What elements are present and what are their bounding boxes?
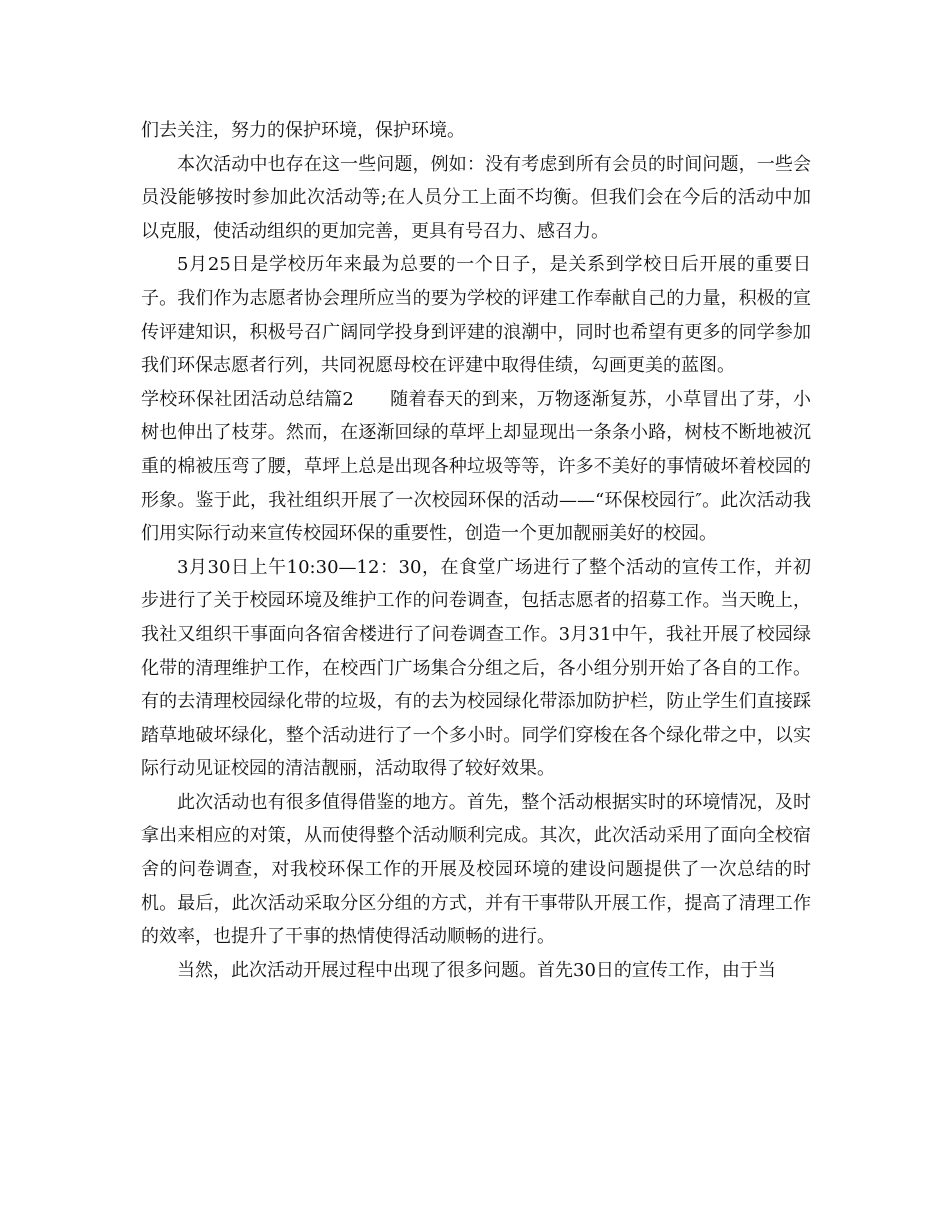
paragraph-continuation: 们去关注，努力的保护环境，保护环境。 <box>141 120 465 141</box>
paragraph-march-30: 3月30日上午10:30—12：30，在食堂广场进行了整个活动的宣传工作，并初步进行了关于校园环境及维护工作的问卷调查，包括志愿者的招募工作。当天晚上，我社又组织干事面向各宿舍楼进行了问卷调查工作。3月31中午，我社开展了校园绿化带的清理维护工作，在校西门广场集合分组之后，各小组分别开始了各自的工作。有的去清理校园绿化带的垃圾，有的去为校园绿化带添加防护栏，防止学生们直接踩踏草地破坏绿化，整个活动进行了一个多小时。同学们穿梭在各个绿化带之中，以实际行动见证校园的清洁靓丽，活动取得了较好效果。 <box>141 556 811 780</box>
paragraph-issues: 当然，此次活动开展过程中出现了很多问题。首先30日的宣传工作，由于当 <box>177 959 776 981</box>
paragraph-problems: 本次活动中也存在这一些问题，例如：没有考虑到所有会员的时间问题，一些会员没能够按时参加此次活动等;在人员分工上面不均衡。但我们会在今后的活动中加以克服，使活动组织的更加完善，更具有号召力、感召力。 <box>141 153 811 242</box>
document-body <box>141 114 811 987</box>
paragraph-may-25: 5月25日是学校历年来最为总要的一个日子，是关系到学校日后开展的重要日子。我们作为志愿者协会理所应当的要为学校的评建工作奉献自己的力量，积极的宣传评建知识，积极号召广阔同学投身到评建的浪潮中，同时也希望有更多的同学参加我们环保志愿者行列，共同祝愿母校在评建中取得佳绩，勾画更美的蓝图。 <box>141 254 811 377</box>
section-title: 学校环保社团活动总结篇2 <box>141 388 354 410</box>
paragraph-lessons: 此次活动也有很多值得借鉴的地方。首先，整个活动根据实时的环境情况，及时拿出来相应的对策，从而使得整个活动顺利完成。其次，此次活动采用了面向全校宿舍的问卷调查，对我校环保工作的开展及校园环境的建设问题提供了一次总结的时机。最后，此次活动采取分区分组的方式，并有干事带队开展工作，提高了清理工作的效率，也提升了干事的热情使得活动顺畅的进行。 <box>141 791 811 948</box>
section-intro-text: 随着春天的到来，万物逐渐复苏，小草冒出了芽，小树也伸出了枝芽。然而，在逐渐回绿的草坪上却显现出一条条小路，树枝不断地被沉重的棉被压弯了腰，草坪上总是出现各种垃圾等等，许多不美好的事情破坏着校园的形象。鉴于此，我社组织开展了一次校园环保的活动——“环保校园行″。此次活动我们用实际行动来宣传校园环保的重要性，创造一个更加靓丽美好的校园。 <box>141 388 812 545</box>
paragraph-section-2 <box>141 383 811 551</box>
